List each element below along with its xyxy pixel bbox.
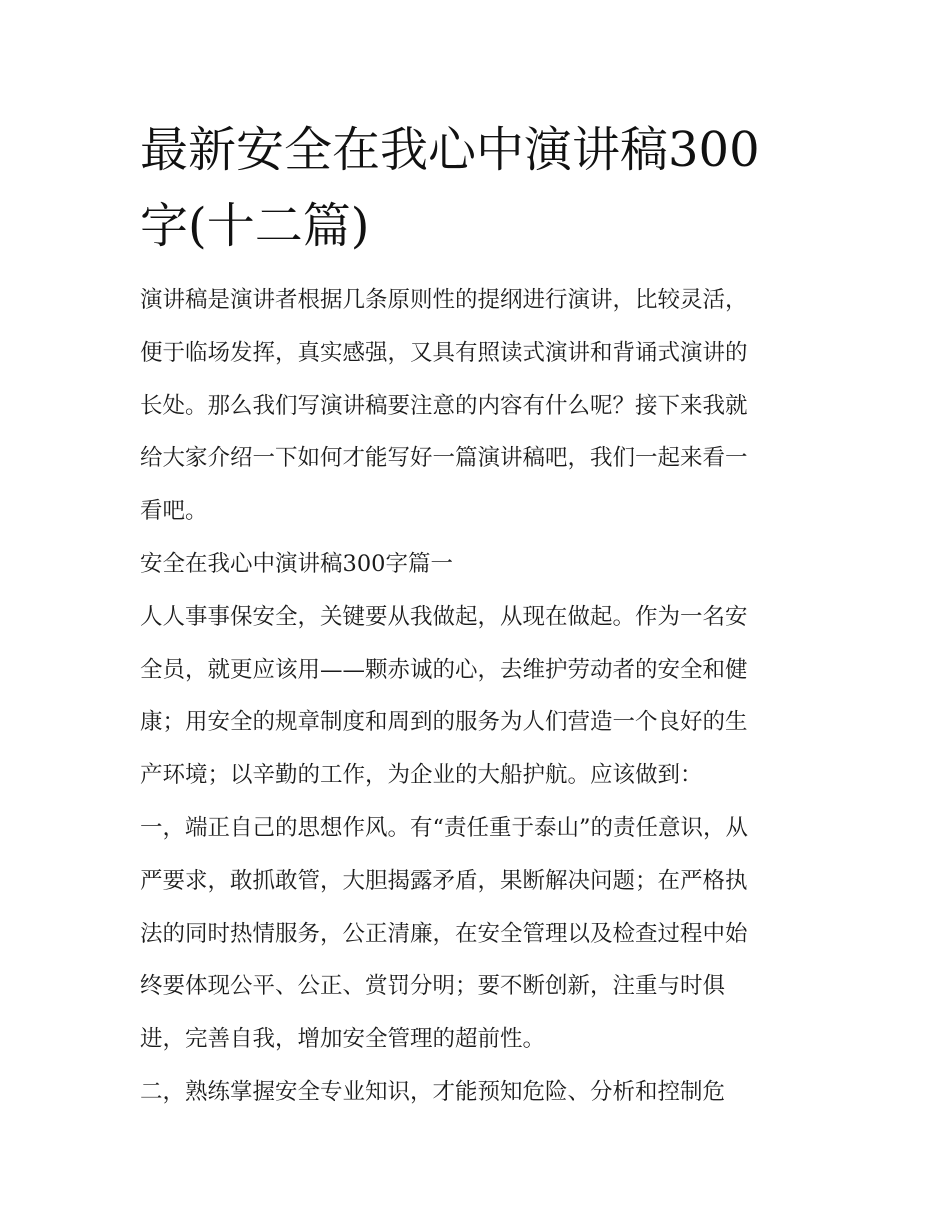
document-body (140, 274, 830, 1119)
paragraph-line: 二，熟练掌握安全专业知识，才能预知危险、分析和控制危 (140, 1078, 726, 1105)
paragraph-line: 法的同时热情服务，公正清廉，在安全管理以及检查过程中始 (140, 920, 748, 947)
paragraph-line: 终要体现公平、公正、赏罚分明；要不断创新，注重与时俱 (140, 973, 726, 1000)
intro-line-1: 演讲稿是演讲者根据几条原则性的提纲进行演讲，比较灵活， (140, 287, 748, 313)
paragraph-line: 进，完善自我，增加安全管理的超前性。 (140, 1026, 546, 1053)
paragraph-line: 康；用安全的规章制度和周到的服务为人们营造一个良好的生 (140, 709, 748, 736)
paragraph-line: 全员，就更应该用——颗赤诚的心，去维护劳动者的安全和健 (140, 656, 748, 683)
paragraph-line: 严要求，敢抓敢管，大胆揭露矛盾，果断解决问题；在严格执 (140, 867, 748, 894)
paragraph-line: 产环境；以辛勤的工作，为企业的大船护航。应该做到： (140, 762, 703, 789)
intro-line-2: 便于临场发挥，真实感强，又具有照读式演讲和背诵式演讲的 (140, 339, 748, 366)
intro-line-5: 看吧。 (140, 498, 208, 525)
paragraph-line: 人人事事保安全，关键要从我做起，从现在做起。作为一名安 (140, 603, 748, 630)
intro-line-4: 给大家介绍一下如何才能写好一篇演讲稿吧，我们一起来看一 (140, 445, 748, 472)
title-line-1: 最新安全在我心中演讲稿300 (140, 122, 760, 178)
intro-line-3: 长处。那么我们写演讲稿要注意的内容有什么呢？接下来我就 (140, 392, 748, 419)
title-line-2: 字(十二篇) (140, 198, 370, 254)
section-heading: 安全在我心中演讲稿300字篇一 (140, 550, 453, 577)
document-title (140, 112, 830, 264)
paragraph-line: 一，端正自己的思想作风。有“责任重于泰山”的责任意识，从 (140, 814, 749, 841)
